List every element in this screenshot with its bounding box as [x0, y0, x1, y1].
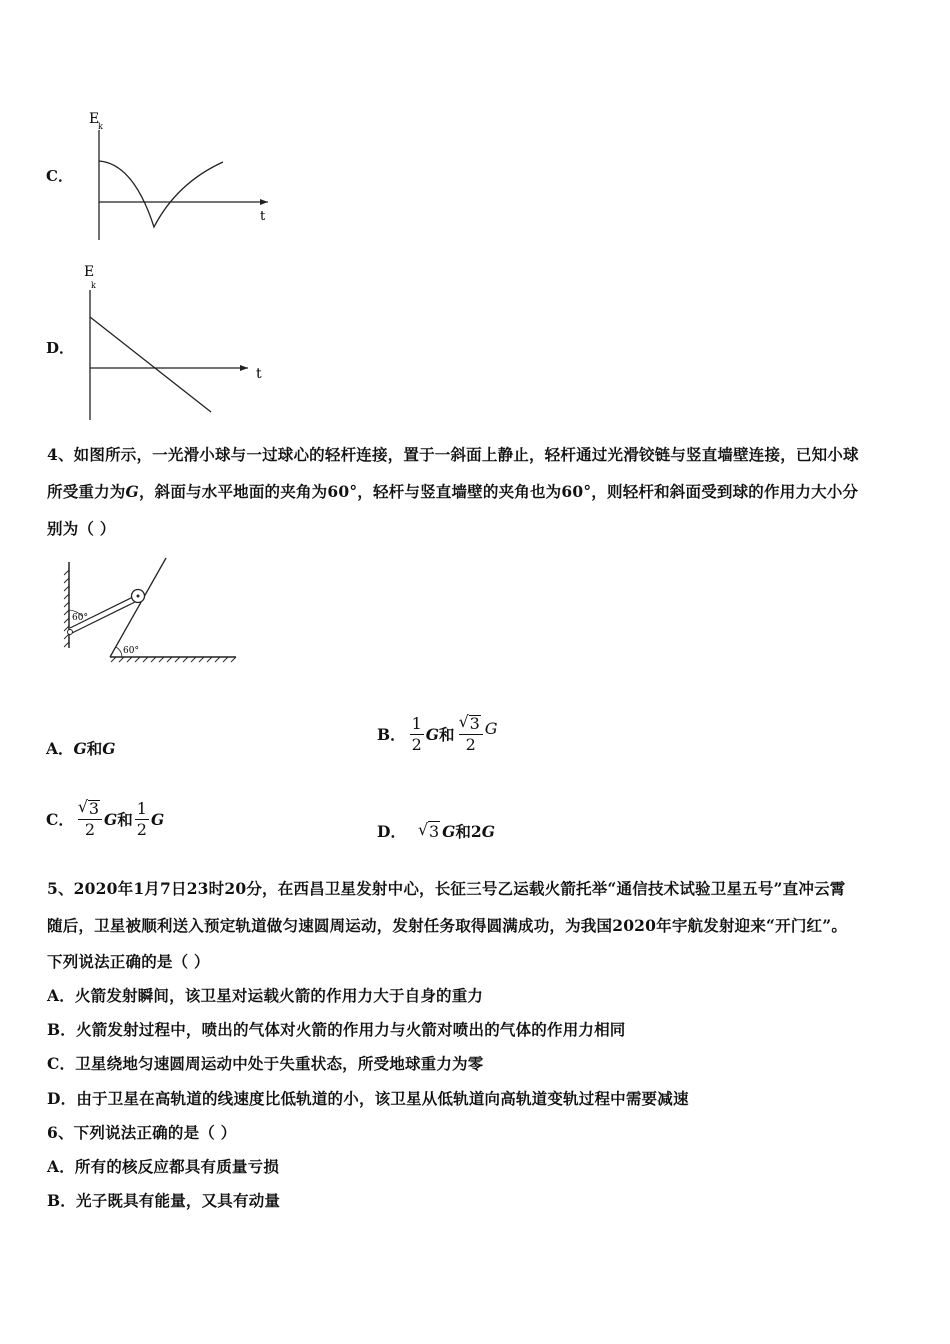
q6-option-a: A．所有的核反应都具有质量亏损 — [47, 1157, 280, 1176]
graph-d-x-arrow — [240, 365, 248, 371]
q5-option-d: D．由于卫星在高轨道的线速度比低轨道的小，该卫星从低轨道向高轨道变轨过程中需要减速 — [47, 1089, 689, 1108]
q4-option-d-g1: G — [442, 821, 456, 841]
q5-line-3: 下列说法正确的是（ ） — [47, 952, 210, 971]
graph-d-y-sub: k — [91, 281, 96, 290]
q4-line-1: 4、如图所示，一光滑小球与一过球心的轻杆连接，置于一斜面上静止，轻杆通过光滑铰链与竖直墙壁连接，已知小球 — [47, 445, 859, 464]
q4-option-c-he: 和 — [117, 810, 133, 829]
q4-option-b-g1: G — [425, 724, 440, 744]
q4-option-a-g1: G — [73, 739, 87, 758]
q4-option-a — [46, 737, 116, 759]
q4-line-2b: ，斜面与水平地面的夹角为60°，轻杆与竖直墙壁的夹角也为60°，则轻杆和斜面受到球的作用力大小分 — [138, 482, 859, 501]
graph-c-y-sub: k — [98, 122, 103, 131]
q4-option-d-g2: G — [481, 821, 495, 841]
ground-angle-label: 60° — [123, 646, 139, 656]
graph-c-label: C． — [46, 167, 73, 185]
q4-option-d-he: 和 — [455, 822, 471, 841]
q4-option-c-frac2: $\frac{1}{2}$ — [136, 798, 147, 839]
graph-c — [80, 105, 280, 245]
q4-option-b-frac2: √ $\frac{3}{2}$ — [459, 715, 483, 753]
q4-option-b-label: B． — [377, 725, 406, 744]
q4-option-b-frac1: $\frac{1}{2}$ — [411, 713, 422, 754]
q4-option-a-label: A． — [46, 739, 74, 758]
ball-center — [137, 595, 140, 598]
graph-d-line — [90, 317, 211, 412]
q4-option-d-label: D． — [377, 822, 406, 841]
q4-option-c — [46, 800, 164, 838]
graph-d-label: D． — [46, 339, 75, 357]
ground-angle-arc — [116, 647, 122, 657]
q6-option-b: B．光子既具有能量，又具有动量 — [47, 1191, 281, 1210]
q4-option-a-g2: G — [102, 739, 116, 758]
graph-c-x-arrow — [260, 199, 268, 205]
q4-option-c-g1: G — [104, 809, 118, 829]
graph-d — [78, 258, 278, 423]
graph-d-x-label: t — [256, 366, 262, 382]
q4-option-b-g2: G — [484, 718, 498, 738]
q4-option-c-frac1: √ $\frac{3}{2}$ — [78, 800, 102, 838]
graph-c-y-label: E — [89, 111, 100, 127]
q4-line-2 — [47, 473, 858, 510]
q5-option-c: C．卫星绕地匀速圆周运动中处于失重状态，所受地球重力为零 — [47, 1054, 484, 1073]
q5-line-1: 5、2020年1月7日23时20分，在西昌卫星发射中心，长征三号乙运载火箭托举“通信技术试验卫星五号”直冲云霄 — [47, 879, 846, 898]
q4-option-b-he: 和 — [439, 725, 455, 744]
q5-option-a: A．火箭发射瞬间，该卫星对运载火箭的作用力大于自身的重力 — [47, 986, 484, 1005]
q5-line-2: 随后，卫星被顺利送入预定轨道做匀速圆周运动，发射任务取得圆满成功，为我国2020年宇航发射迎来“开门红”。 — [47, 916, 848, 935]
q4-option-c-g2: G — [150, 809, 165, 829]
q4-line-2a: 所受重力为 — [47, 482, 126, 501]
q4-gravity-symbol: G — [125, 482, 139, 501]
q4-option-b — [377, 715, 498, 753]
q4-figure — [60, 550, 245, 665]
q6-stem: 6、下列说法正确的是（ ） — [47, 1123, 237, 1142]
q5-option-b: B．火箭发射过程中，喷出的气体对火箭的作用力与火箭对喷出的气体的作用力相同 — [47, 1020, 626, 1039]
graph-c-curve — [99, 161, 223, 227]
q4-option-c-label: C． — [46, 810, 74, 829]
q4-option-a-he: 和 — [86, 739, 103, 758]
graph-d-y-label: E — [84, 264, 95, 280]
graph-c-x-label: t — [260, 209, 266, 224]
q4-line-3: 别为（ ） — [47, 519, 116, 538]
incline — [110, 558, 166, 657]
wall-angle-label: 60° — [72, 613, 88, 623]
hinge — [68, 630, 73, 635]
q4-option-d-two: 2 — [470, 821, 482, 841]
q4-option-d-sqrt: √ 3 — [428, 821, 440, 841]
q4-option-d — [377, 820, 495, 842]
